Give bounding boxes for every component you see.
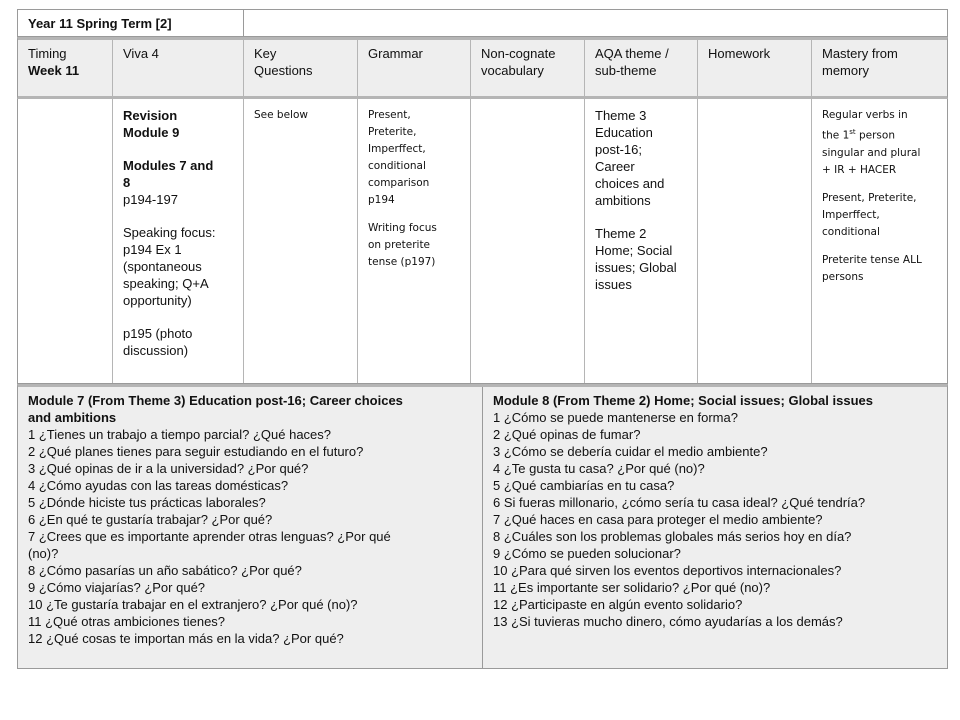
question-item: 9 ¿Cómo se pueden solucionar? bbox=[493, 546, 681, 561]
viva-photo-l1: p195 (photo bbox=[123, 326, 193, 341]
viva-speaking-l5: opportunity) bbox=[123, 293, 192, 308]
question-item: 10 ¿Te gustaría trabajar en el extranjero? ¿Por qué (no)? bbox=[28, 597, 358, 612]
header-vocabulary-l1: Non-cognate bbox=[481, 46, 556, 61]
cell-mastery bbox=[812, 99, 947, 383]
question-item: 11 ¿Es importante ser solidario? ¿Por qué (no)? bbox=[493, 580, 771, 595]
header-grammar-label: Grammar bbox=[368, 46, 423, 61]
mastery-regular-verbs bbox=[822, 107, 941, 179]
question-item: 9 ¿Cómo viajarías? ¿Por qué? bbox=[28, 580, 206, 595]
header-grammar bbox=[358, 40, 471, 96]
theme-l3: post-16; bbox=[595, 142, 642, 157]
mastery-l2a: the 1 bbox=[822, 129, 850, 142]
question-item: 6 Si fueras millonario, ¿cómo sería tu casa ideal? ¿Qué tendría? bbox=[493, 495, 866, 510]
theme-m3: issues; Global bbox=[595, 260, 677, 275]
theme-m4: issues bbox=[595, 277, 632, 292]
mastery-q2: persons bbox=[822, 270, 864, 283]
question-item: 12 ¿Qué cosas te importan más en la vida? ¿Por qué? bbox=[28, 631, 344, 646]
header-key-questions-l1: Key bbox=[254, 46, 277, 61]
question-item: (no)? bbox=[28, 546, 59, 561]
header-viva-label: Viva 4 bbox=[123, 46, 159, 61]
content-row bbox=[17, 99, 948, 384]
theme-m2: Home; Social bbox=[595, 243, 673, 258]
viva-speaking-l3: (spontaneous bbox=[123, 259, 202, 274]
grammar-l2: Preterite, bbox=[368, 126, 417, 138]
question-item: 12 ¿Participaste en algún evento solidario? bbox=[493, 597, 743, 612]
module8-title: Module 8 (From Theme 2) Home; Social issues; Global issues bbox=[493, 393, 873, 408]
question-item: 8 ¿Cuáles son los problemas globales más serios hoy en día? bbox=[493, 529, 852, 544]
header-timing bbox=[18, 40, 113, 96]
header-key-questions bbox=[244, 40, 358, 96]
mastery-l4: + IR + HACER bbox=[822, 163, 897, 176]
viva-speaking-l1: Speaking focus: bbox=[123, 225, 216, 240]
module8-question-list bbox=[493, 409, 943, 630]
mastery-preterite bbox=[822, 252, 941, 286]
header-homework bbox=[698, 40, 812, 96]
mastery-p2: Imperffect, bbox=[822, 208, 880, 221]
header-timing-week: Week 11 bbox=[28, 63, 80, 78]
question-item: 10 ¿Para qué sirven los eventos deportivos internacionales? bbox=[493, 563, 842, 578]
grammar-w3: tense (p197) bbox=[368, 256, 436, 268]
viva-modules bbox=[123, 157, 237, 208]
header-vocabulary-l2: vocabulary bbox=[481, 63, 544, 78]
question-item: 3 ¿Cómo se debería cuidar el medio ambiente? bbox=[493, 444, 768, 459]
viva-photo-discussion bbox=[123, 325, 237, 359]
mastery-l1: Regular verbs in bbox=[822, 109, 908, 121]
header-mastery-l2: memory bbox=[822, 63, 869, 78]
cell-viva bbox=[113, 99, 244, 383]
header-timing-label: Timing bbox=[28, 46, 67, 61]
grammar-l1: Present, bbox=[368, 109, 411, 121]
viva-speaking-l4: speaking; Q+A bbox=[123, 276, 209, 291]
title-row bbox=[17, 9, 948, 37]
question-item: 5 ¿Qué cambiarías en tu casa? bbox=[493, 478, 675, 493]
theme-l4: Career bbox=[595, 159, 635, 174]
grammar-l3: Imperffect, bbox=[368, 143, 426, 155]
header-aqa-theme bbox=[585, 40, 698, 96]
theme-l5: choices and bbox=[595, 176, 665, 191]
viva-speaking-focus bbox=[123, 224, 237, 309]
question-item: 4 ¿Cómo ayudas con las tareas domésticas? bbox=[28, 478, 289, 493]
grammar-l4: conditional bbox=[368, 160, 426, 172]
mastery-l3: singular and plural bbox=[822, 146, 921, 159]
question-item: 4 ¿Te gusta tu casa? ¿Por qué (no)? bbox=[493, 461, 705, 476]
question-item: 3 ¿Qué opinas de ir a la universidad? ¿Por qué? bbox=[28, 461, 309, 476]
grammar-tenses bbox=[368, 107, 464, 209]
header-vocabulary bbox=[471, 40, 585, 96]
question-item: 5 ¿Dónde hiciste tus prácticas laborales? bbox=[28, 495, 266, 510]
header-aqa-theme-l1: AQA theme / bbox=[595, 46, 669, 61]
mastery-tenses bbox=[822, 190, 941, 241]
viva-revision-l1: Revision bbox=[123, 108, 178, 123]
theme-l2: Education bbox=[595, 125, 653, 140]
cell-grammar bbox=[358, 99, 471, 383]
grammar-l6: p194 bbox=[368, 194, 395, 206]
viva-photo-l2: discussion) bbox=[123, 343, 189, 358]
key-questions-text: See below bbox=[254, 109, 308, 121]
mastery-q1: Preterite tense ALL bbox=[822, 253, 922, 266]
header-row bbox=[17, 37, 948, 99]
header-viva bbox=[113, 40, 244, 96]
cell-timing bbox=[18, 99, 113, 383]
module7-cell bbox=[18, 387, 483, 668]
question-item: 1 ¿Cómo se puede mantenerse en forma? bbox=[493, 410, 738, 425]
header-mastery bbox=[812, 40, 947, 96]
question-item: 13 ¿Si tuvieras mucho dinero, cómo ayudarías a los demás? bbox=[493, 614, 843, 629]
header-homework-label: Homework bbox=[708, 46, 771, 61]
theme-m1: Theme 2 bbox=[595, 226, 647, 241]
viva-pages: p194-197 bbox=[123, 192, 178, 207]
grammar-w2: on preterite bbox=[368, 239, 431, 251]
cell-aqa-theme bbox=[585, 99, 698, 383]
grammar-writing-focus bbox=[368, 220, 464, 271]
mastery-l2-sup: st bbox=[849, 128, 856, 136]
mastery-p3: conditional bbox=[822, 225, 880, 238]
question-item: 2 ¿Qué opinas de fumar? bbox=[493, 427, 641, 442]
question-item: 7 ¿Qué haces en casa para proteger el medio ambiente? bbox=[493, 512, 823, 527]
header-key-questions-l2: Questions bbox=[254, 63, 313, 78]
cell-key-questions bbox=[244, 99, 358, 383]
module7-block bbox=[28, 392, 478, 647]
question-item: 1 ¿Tienes un trabajo a tiempo parcial? ¿Qué haces? bbox=[28, 427, 332, 442]
module7-question-list bbox=[28, 426, 478, 647]
question-item: 8 ¿Cómo pasarías un año sabático? ¿Por qué? bbox=[28, 563, 302, 578]
viva-speaking-l2: p194 Ex 1 bbox=[123, 242, 182, 257]
header-aqa-theme-l2: sub-theme bbox=[595, 63, 657, 78]
module7-title-l1: Module 7 (From Theme 3) Education post-16; Career choices bbox=[28, 393, 403, 408]
module8-block bbox=[493, 392, 943, 630]
theme-3 bbox=[595, 107, 691, 209]
cell-vocabulary bbox=[471, 99, 585, 383]
table-title: Year 11 Spring Term [2] bbox=[28, 16, 172, 31]
theme-l6: ambitions bbox=[595, 193, 651, 208]
title-cell bbox=[18, 10, 244, 38]
viva-modules-l1: Modules 7 and bbox=[123, 158, 214, 173]
question-item: 11 ¿Qué otras ambiciones tienes? bbox=[28, 614, 226, 629]
grammar-w1: Writing focus bbox=[368, 222, 437, 234]
mastery-l2 bbox=[822, 124, 941, 145]
theme-2 bbox=[595, 225, 691, 293]
module-questions-row bbox=[17, 384, 948, 669]
mastery-l2b: person bbox=[855, 129, 895, 142]
cell-homework bbox=[698, 99, 812, 383]
viva-revision-l2: Module 9 bbox=[123, 125, 180, 140]
question-item: 2 ¿Qué planes tienes para seguir estudiando en el futuro? bbox=[28, 444, 364, 459]
question-item: 7 ¿Crees que es importante aprender otras lenguas? ¿Por qué bbox=[28, 529, 391, 544]
theme-l1: Theme 3 bbox=[595, 108, 647, 123]
grammar-l5: comparison bbox=[368, 177, 430, 189]
module7-title-l2: and ambitions bbox=[28, 410, 117, 425]
question-item: 6 ¿En qué te gustaría trabajar? ¿Por qué? bbox=[28, 512, 273, 527]
viva-modules-l2: 8 bbox=[123, 175, 131, 190]
viva-revision bbox=[123, 107, 237, 141]
header-mastery-l1: Mastery from bbox=[822, 46, 898, 61]
mastery-p1: Present, Preterite, bbox=[822, 191, 917, 204]
